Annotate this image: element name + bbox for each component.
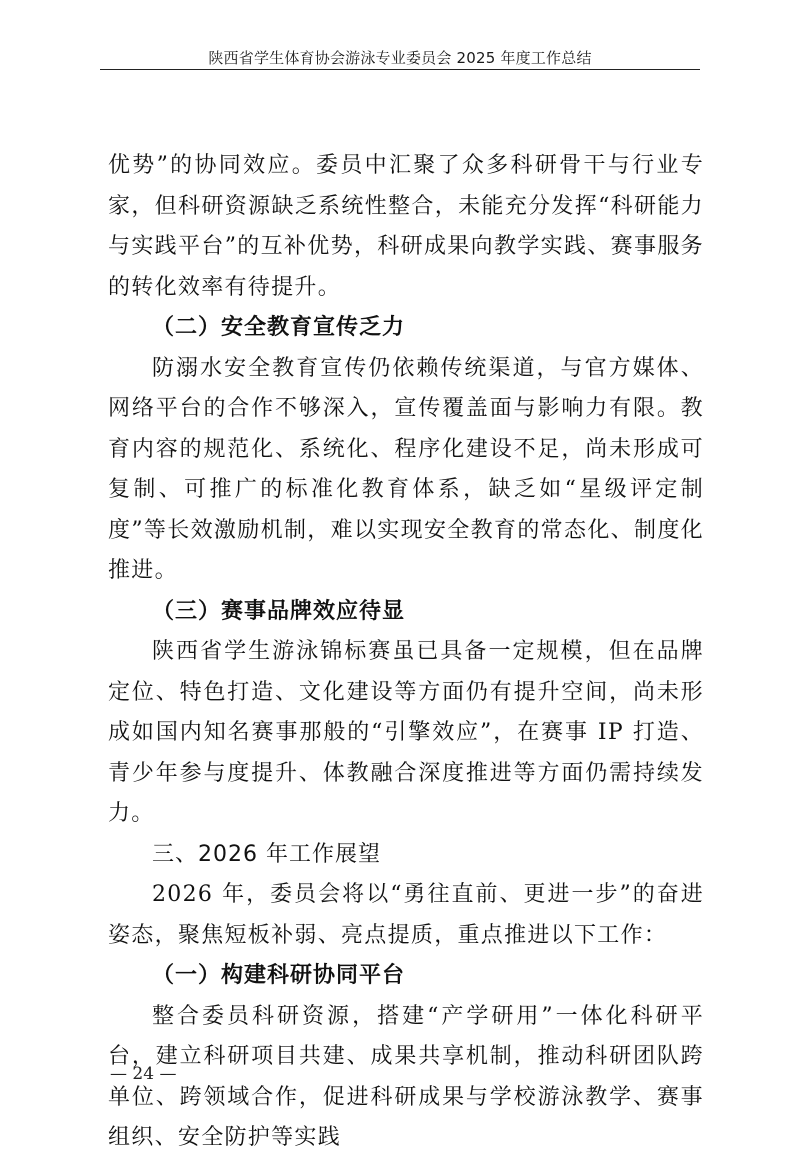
subheading-event-brand: （三）赛事品牌效应待显 bbox=[152, 598, 406, 624]
section-heading-outlook: 三、2026 年工作展望 bbox=[152, 841, 381, 867]
subheading-research-platform: （一）构建科研协同平台 bbox=[152, 963, 406, 988]
running-header: 陕西省学生体育协会游泳专业委员会 2025 年度工作总结 bbox=[208, 49, 592, 67]
document-body bbox=[108, 146, 704, 1159]
paragraph-research-platform: 整合委员科研资源，搭建“产学研用”一体化科研平台，建立科研项目共建、成果共享机制，推动科研团队跨单位、跨领域合作，促进科研成果与学校游泳教学、赛事组织、安全防护等实践 bbox=[108, 1003, 704, 1150]
header-rule bbox=[100, 69, 700, 70]
subheading-safety-education: （二）安全教育宣传乏力 bbox=[152, 315, 406, 340]
paragraph-safety-education: 防溺水安全教育宣传仍依赖传统渠道，与官方媒体、网络平台的合作不够深入，宣传覆盖面与影响力有限。教育内容的规范化、系统化、程序化建设不足，尚未形成可复制、可推广的标准化教育体系，缺乏如“星级评定制度”等长效激励机制，难以实现安全教育的常态化、制度化推进。 bbox=[108, 355, 704, 583]
paragraph-continuation: 优势”的协同效应。委员中汇聚了众多科研骨干与行业专家，但科研资源缺乏系统性整合，未能充分发挥“科研能力与实践平台”的互补优势，科研成果向教学实践、赛事服务的转化效率有待提升。 bbox=[108, 153, 704, 300]
paragraph-event-brand: 陕西省学生游泳锦标赛虽已具备一定规模，但在品牌定位、特色打造、文化建设等方面仍有提升空间，尚未形成如国内知名赛事那般的“引擎效应”，在赛事 IP 打造、青少年参与度提升、体教融合深度推进等方面仍需持续发力。 bbox=[108, 639, 704, 826]
paragraph-outlook-intro: 2026 年，委员会将以“勇往直前、更进一步”的奋进姿态，聚焦短板补弱、亮点提质，重点推进以下工作： bbox=[108, 882, 704, 948]
page-number: — 24 — bbox=[110, 1064, 177, 1084]
